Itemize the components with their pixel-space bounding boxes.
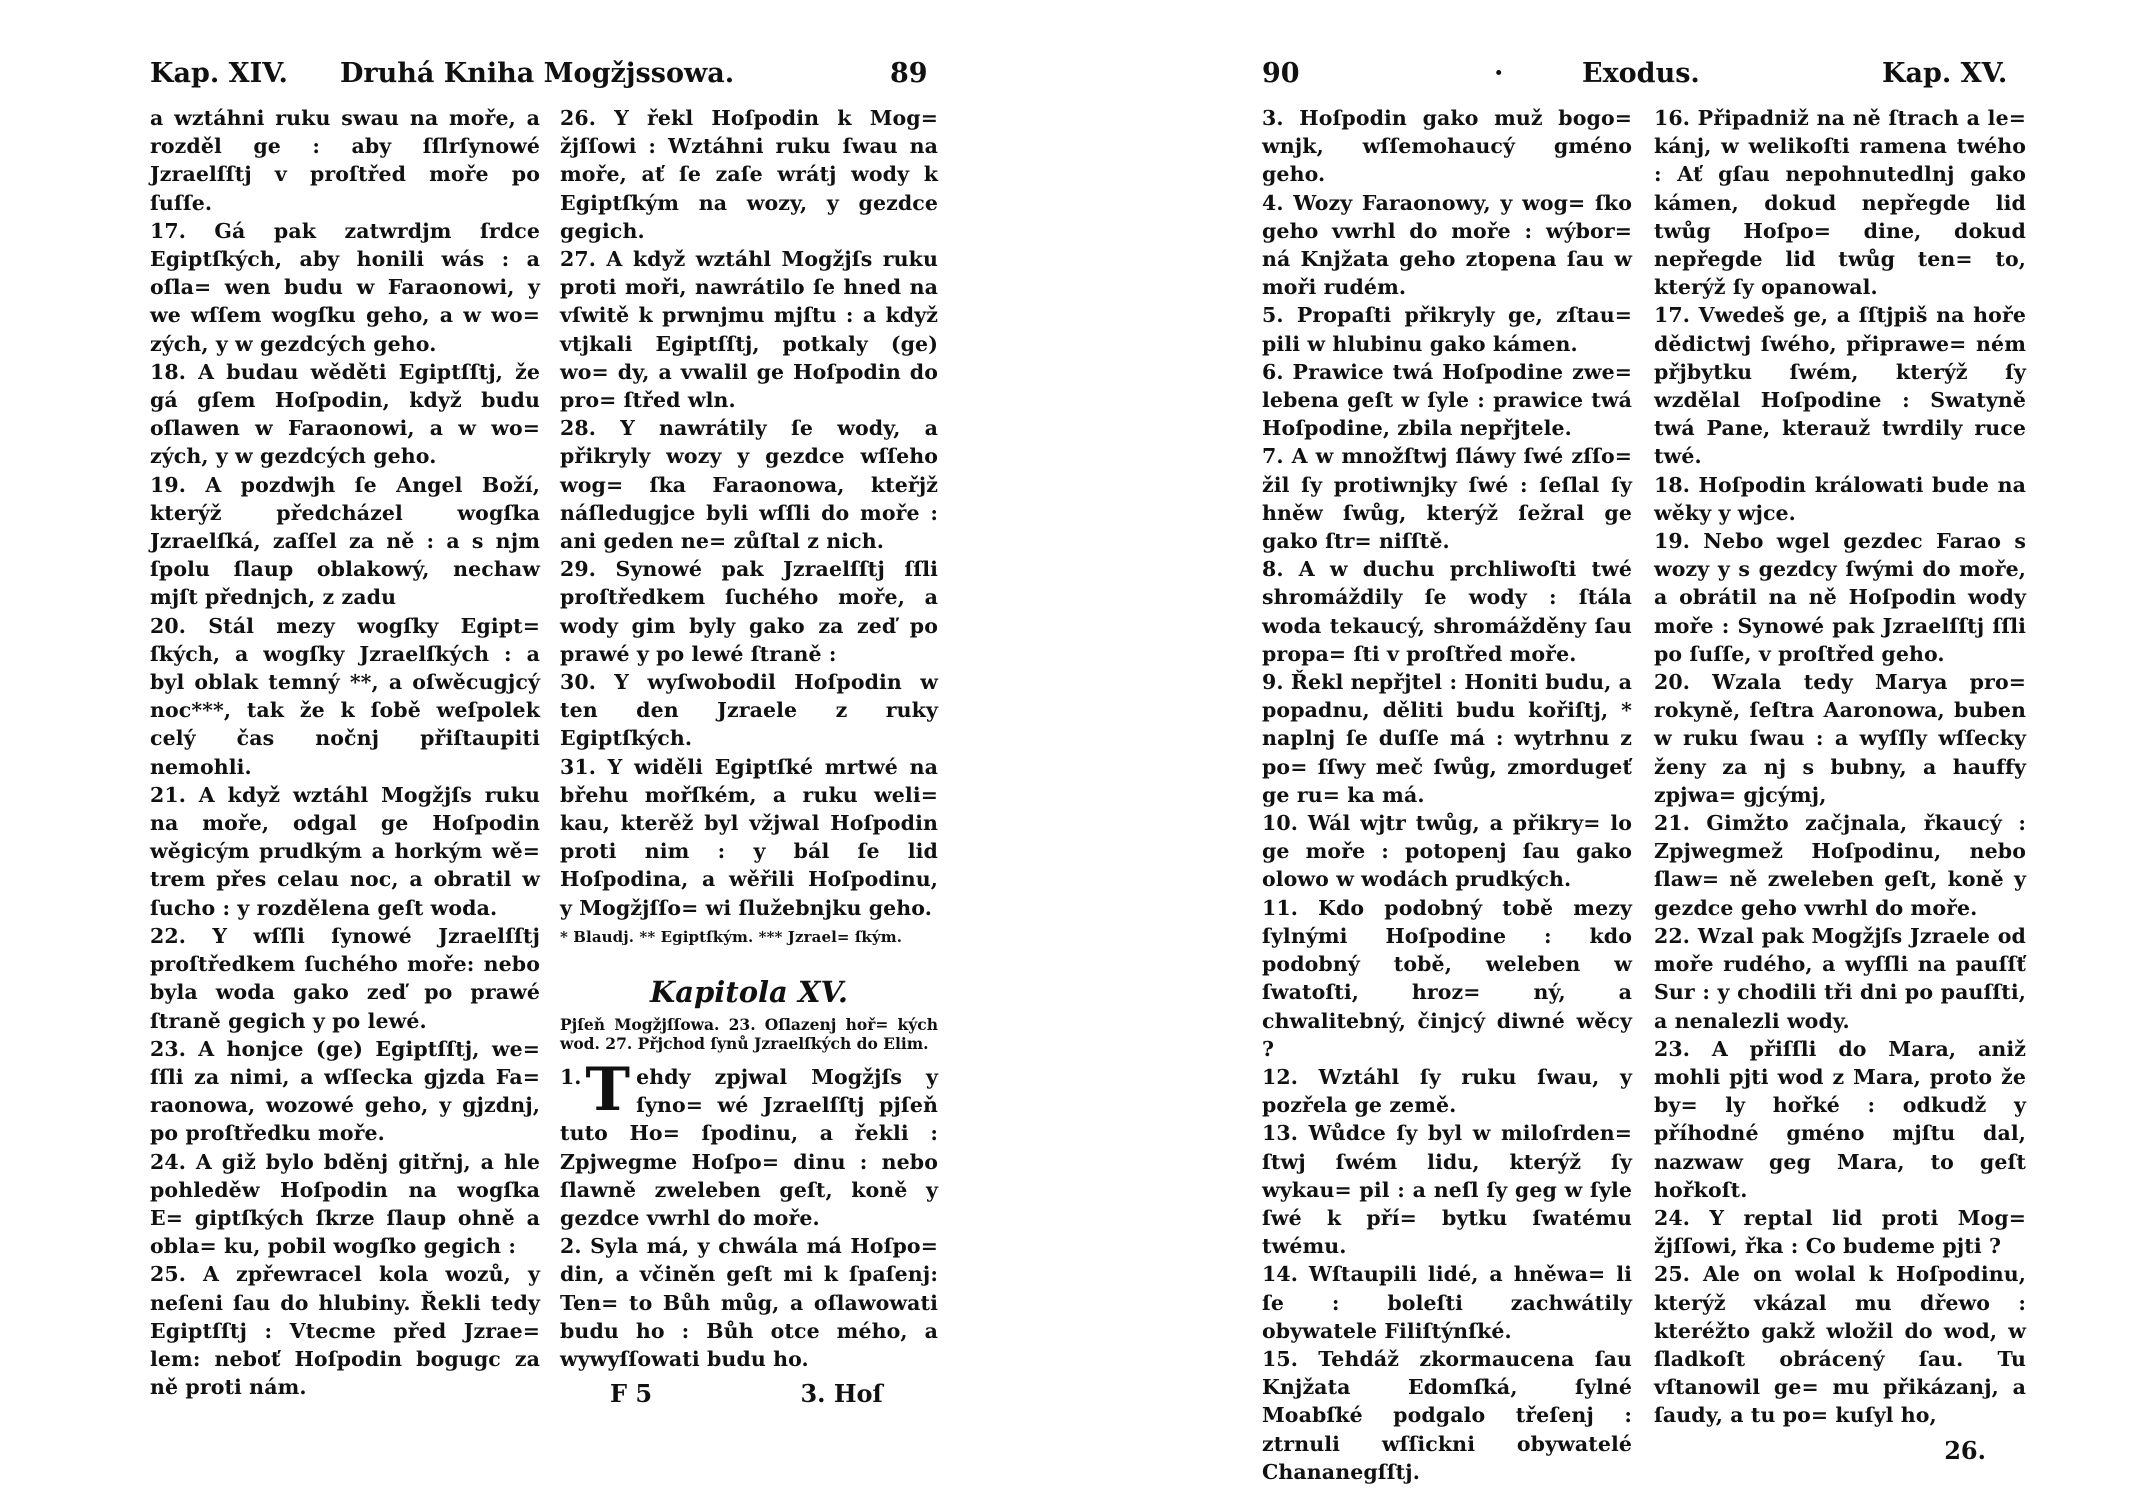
column-text: a wztáhni ruku swau na moře, a rozděl ge : aby ſſlrſynowé Jzraelſſtj v proſtřed moře po ſuſſe. 17. Gá pak zatwrdjm ſrdce Egiptſkých, aby honili wás : a oſla= wen budu w Faraonowi, y we wſſem wogſku geho, a w wo= zých, y w gezdcých geho. 18. A budau wěděti Egiptſſtj, že gá gſem Hoſpodin, když budu oſlawen w Faraonowi, a w wo= zých, y w gezdcých geho. 19. A pozdwjh ſe Angel Boží, kterýž předcházel wogſka Jzraelſká, zaſſel za ně : a s njm ſpolu ſlaup oblakowý, nechaw mjſt přednjch, z zadu 20. Stál mezy wogſky Egipt= ſkých, a wogſky Jzraelſkých : a byl oblak temný **, a oſwěcugjcý noc***, tak že k ſobě weſpolek celý čas nočnj přiſtaupiti nemohli. 21. A když wztáhl Mogžjſs ruku na moře, odgal ge Hoſpodin wěgicým prudkým a horkým wě= trem přes celau noc, a obratil w ſucho : y rozdělena geſt woda. 22. Y wſſli ſynowé Jzraelſſtj proſtředkem ſuchého moře: nebo byla woda gako zeď po prawé ſtraně gegich y po lewé. 23. A honjce (ge) Egiptſſtj, we= ſſli za nimi, a wſſecka gjzda Fa= raonowa, wozowé geho, y gjzdnj, po proſtředku moře. 24. A giž bylo bděnj gitřnj, a hle pohleděw Hoſpodin na wogſka E= giptſkých ſkrze ſlaup ohně a obla= ku, pobil wogſko gegich : 25. A zpřewracel kola wozů, y neſeni ſau do hlubiny. Řekli tedy Egiptſſtj : Vtecme před Jzrae= lem: neboť Hoſpodin bogugc za ně proti nám. [150,106,540,1400]
page-title: Exodus. [1582,58,1700,89]
chapter-mark: Kap. XIV. [150,58,288,89]
column-text: 26. Y řekl Hoſpodin k Mog= žjſſowi : Wztáhni ruku ſwau na moře, ať ſe zaſe wrátj wody k Egiptſkým na wozy, y gezdce gegich. 27. A když wztáhl Mogžjſs ruku proti moři, nawrátilo ſe hned na vſwitě k prwnjmu mjſtu : a když vtjkali Egiptſſtj, potkaly (ge) wo= dy, a vwalil ge Hoſpodin do pro= ſtřed wln. 28. Y nawrátily ſe wody, a přikryly wozy y gezdce wſſeho wog= ſka Faraonowa, kteřjž náſledugjce byli wſſli do moře : ani geden ne= zůſtal z nich. 29. Synowé pak Jzraelſſtj ſſli proſtředkem ſuchého moře, a wody gim byly gako za zeď po prawé y po lewé ſtraně : 30. Y wyſwobodil Hoſpodin w ten den Jzraele z ruky Egiptſkých. 31. Y widěli Egiptſké mrtwé na břehu mořſkém, a ruku weli= kau, kterěž byl vžjwal Hoſpodin proti nim : y bál ſe lid Hoſpodina, a wěřili Hoſpodinu, y Mogžjſſo= wi ſlužebnjku geho. [560,106,938,920]
separator: · [1494,58,1504,89]
column-left [1262,104,1632,1486]
signature-mark: F 5 [610,1379,653,1409]
chapter-mark: Kap. XV. [1882,58,2008,89]
chapter-title: Kapitola XV. [650,974,848,1009]
running-head [1262,58,2032,108]
footnote: * Blaudj. ** Egiptſkým. *** Jzrael= ſkým. [560,927,903,946]
column-text: ehdy zpjwal Mogžjſs y ſyno= wé Jzraelſſtj pjſeň tuto Ho= ſpodinu, a řekli : Zpjwegme Hoſpo= dinu : nebo ſlawně zweleben geſt, koně y gezdce vwrhl do moře. 2. Syla má, y chwála má Hoſpo= din, a včiněn geſt mi k ſpaſenj: Ten= to Bůh můg, a oſlawowati budu ho : Bůh otce mého, a wywyſſowati budu ho. [560,1064,938,1371]
verse-number: 1. [560,1064,582,1089]
verse-one [560,1054,938,1373]
column-right [1654,104,2026,1465]
signature-line [1654,1436,2026,1465]
page-title: Druhá Kniha Mogžjssowa. [340,58,735,89]
page-number: 89 [890,58,928,89]
column-right [560,104,938,1408]
drop-cap: T [585,1054,631,1125]
column-text: 16. Připadniž na ně ſtrach a le= kánj, w welikoſti ramena twého : Ať gſau nepohnutedlnj gako kámen, dokud nepřegde lid twůg Hoſpo= dine, dokud nepřegde lid twůg ten= to, kterýž ſy opanowal. 17. Vwedeš ge, a ſſtjpiš na hoře dědictwj ſwého, připrawe= ném přjbytku ſwém, kterýž ſy wzdělal Hoſpodine : Swatyně twá Pane, kterauž twrdily ruce twé. 18. Hoſpodin králowati bude na wěky y wjce. 19. Nebo wgel gezdec Farao s wozy y s gezdcy ſwými do moře, a obrátil na ně Hoſpodin wody moře : Synowé pak Jzraelſſtj ſſli po ſuſſe, v proſtřed geho. 20. Wzala tedy Marya pro= rokyně, ſeſtra Aaronowa, buben w ruku ſwau : a wyſſly wſſecky ženy za nj s bubny, a hauffy zpjwa= gjcýmj, 21. Gimžto začjnala, řkaucý : Zpjwegmež Hoſpodinu, nebo ſlaw= ně zweleben geſt, koně y gezdce geho vwrhl do moře. 22. Wzal pak Mogžjſs Jzraele od moře rudého, a wyſſli na pauſſť Sur : y chodili tři dni po pauſſti, a nenalezli wody. 23. A přiſſli do Mara, aniž mohli pjti wod z Mara, proto že by= ly hořké : odkudž y příhodné gméno mjſtu dal, nazwaw geg Mara, to geſt hořkoſt. 24. Y reptal lid proti Mog= žjſſowi, řka : Co budeme pjti ? 25. Ale on wolal k Hoſpodinu, kterýž vkázal mu dřewo : kteréžto gakž wložil do wod, w ſladkoſt obrácený ſau. Tu vſtanowil ge= mu přikázanj, a ſaudy, a tu po= kuſyl ho, [1654,106,2026,1428]
catchword: 3. Hoſ [800,1379,883,1409]
chapter-summary: Pjſeň Mogžjſſowa. 23. Oſlazenj hoř= kých wod. 27. Přjchod ſynů Jzraelſkých do Elim. [560,1014,938,1053]
page-number: 90 [1262,58,1300,89]
column-left [150,104,540,1401]
column-text: 3. Hoſpodin gako muž bogo= wnjk, wſſemohaucý gméno geho. 4. Wozy Faraonowy, y wog= ſko geho vwrhl do moře : wýbor= ná Knjžata geho ztopena ſau w moři rudém. 5. Propaſti přikryly ge, zſtau= pili w hlubinu gako kámen. 6. Prawice twá Hoſpodine zwe= lebena geſt w ſyle : prawice twá Hoſpodine, zbila nepřjtele. 7. A w množſtwj ſláwy ſwé zſſo= žil ſy protiwnjky ſwé : ſeſlal ſy hněw ſwůg, kterýž ſežral ge gako ſtr= niſſtě. 8. A w duchu prchliwoſti twé shromáždily ſe wody : ſtála woda tekaucý, shromážděny ſau propa= ſti v proſtřed moře. 9. Řekl nepřjtel : Honiti budu, a popadnu, děliti budu kořiſtj, * naplnj ſe duſſe má : wytrhnu z po= ſſwy meč ſwůg, zmordugeť ge ru= ka má. 10. Wál wjtr twůg, a přikry= lo ge moře : potopenj ſau gako olowo w wodách prudkých. 11. Kdo podobný tobě mezy ſylnými Hoſpodine : kdo podobný tobě, weleben w ſwatoſti, hroz= ný, a chwalitebný, činjcý diwné wěcy ? 12. Wztáhl ſy ruku ſwau, y pozřela ge země. 13. Wůdce ſy byl w miloſrden= ſtwj ſwém lidu, kterýž ſy wykau= pil : a neſl ſy geg w ſyle ſwé k pří= bytku ſwatému twému. 14. Wſtaupili lidé, a hněwa= li ſe : boleſti zachwátily obywatele Filiſtýnſké. 15. Tehdáž zkormaucena ſau Knjžata Edomſká, ſylné Moabſké podgalo třeſenj : ztrnuli wſſickni obywatelé Chananegſſtj. [1262,106,1632,1484]
left-page [150,58,938,1409]
running-head [150,58,930,108]
signature-line [560,1379,938,1408]
catchword: 26. [1944,1435,1986,1465]
right-page [1262,58,2032,1484]
